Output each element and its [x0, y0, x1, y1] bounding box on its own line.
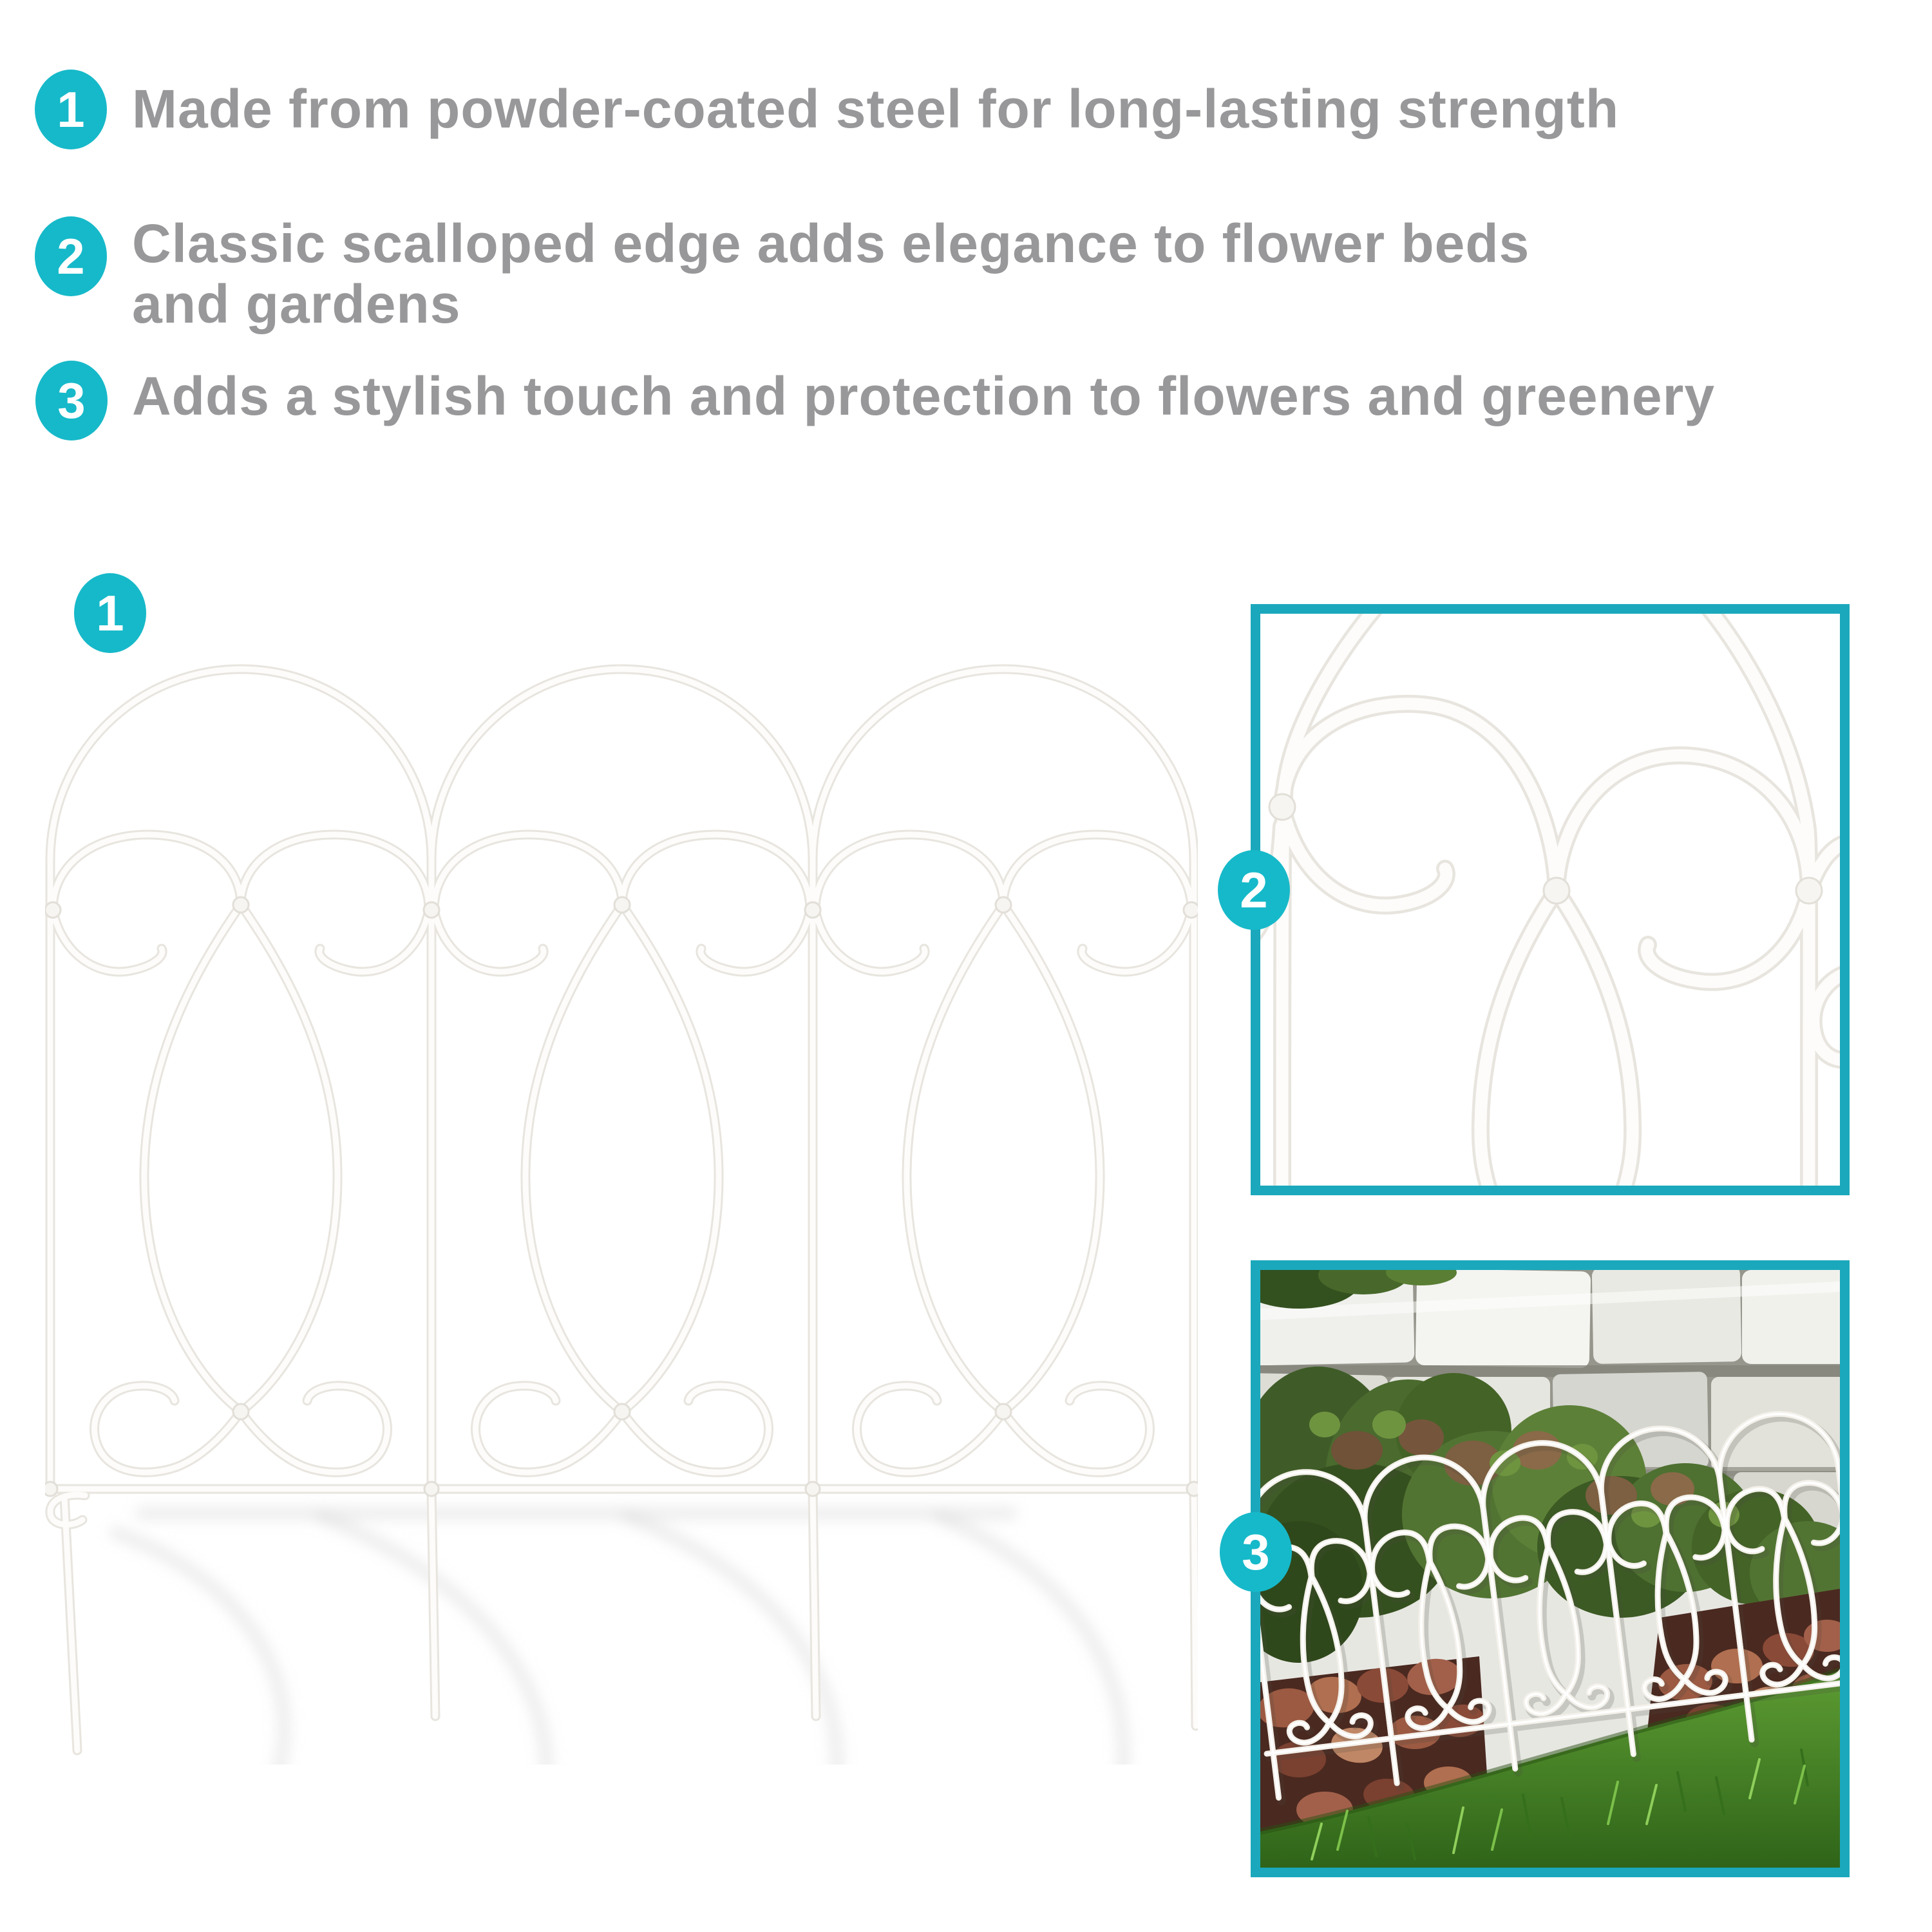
product-callout-number: 1	[96, 584, 124, 641]
edge-detail-badge	[1218, 850, 1290, 930]
feature-2-text: Classic scalloped edge adds elegance to flower beds and gardens	[132, 213, 1530, 334]
garden-photo-number: 3	[1242, 1523, 1270, 1580]
garden-photo-badge	[1220, 1512, 1292, 1592]
garden-photo-inset	[1251, 1260, 1850, 1877]
edge-detail-drawing	[1260, 614, 1840, 1186]
edge-detail-number: 2	[1240, 861, 1268, 918]
feature-2-badge	[35, 216, 107, 296]
feature-3-text: Adds a stylish touch and protection to flowers and greenery	[132, 366, 1716, 426]
feature-1-badge	[35, 70, 107, 149]
weld-joints	[45, 897, 1198, 1496]
feature-1-number: 1	[57, 80, 85, 138]
feature-1-text: Made from powder-coated steel for long-lasting strength	[132, 79, 1620, 139]
product-callout-badge	[74, 573, 146, 653]
garden-photo	[1260, 1270, 1840, 1868]
edge-detail-inset	[1251, 604, 1850, 1195]
feature-3-number: 3	[57, 372, 86, 429]
feature-2-number: 2	[57, 227, 85, 285]
ground-shadows	[116, 1513, 1124, 1765]
feature-3-badge	[35, 361, 108, 440]
fence-line-art	[45, 657, 1198, 1765]
